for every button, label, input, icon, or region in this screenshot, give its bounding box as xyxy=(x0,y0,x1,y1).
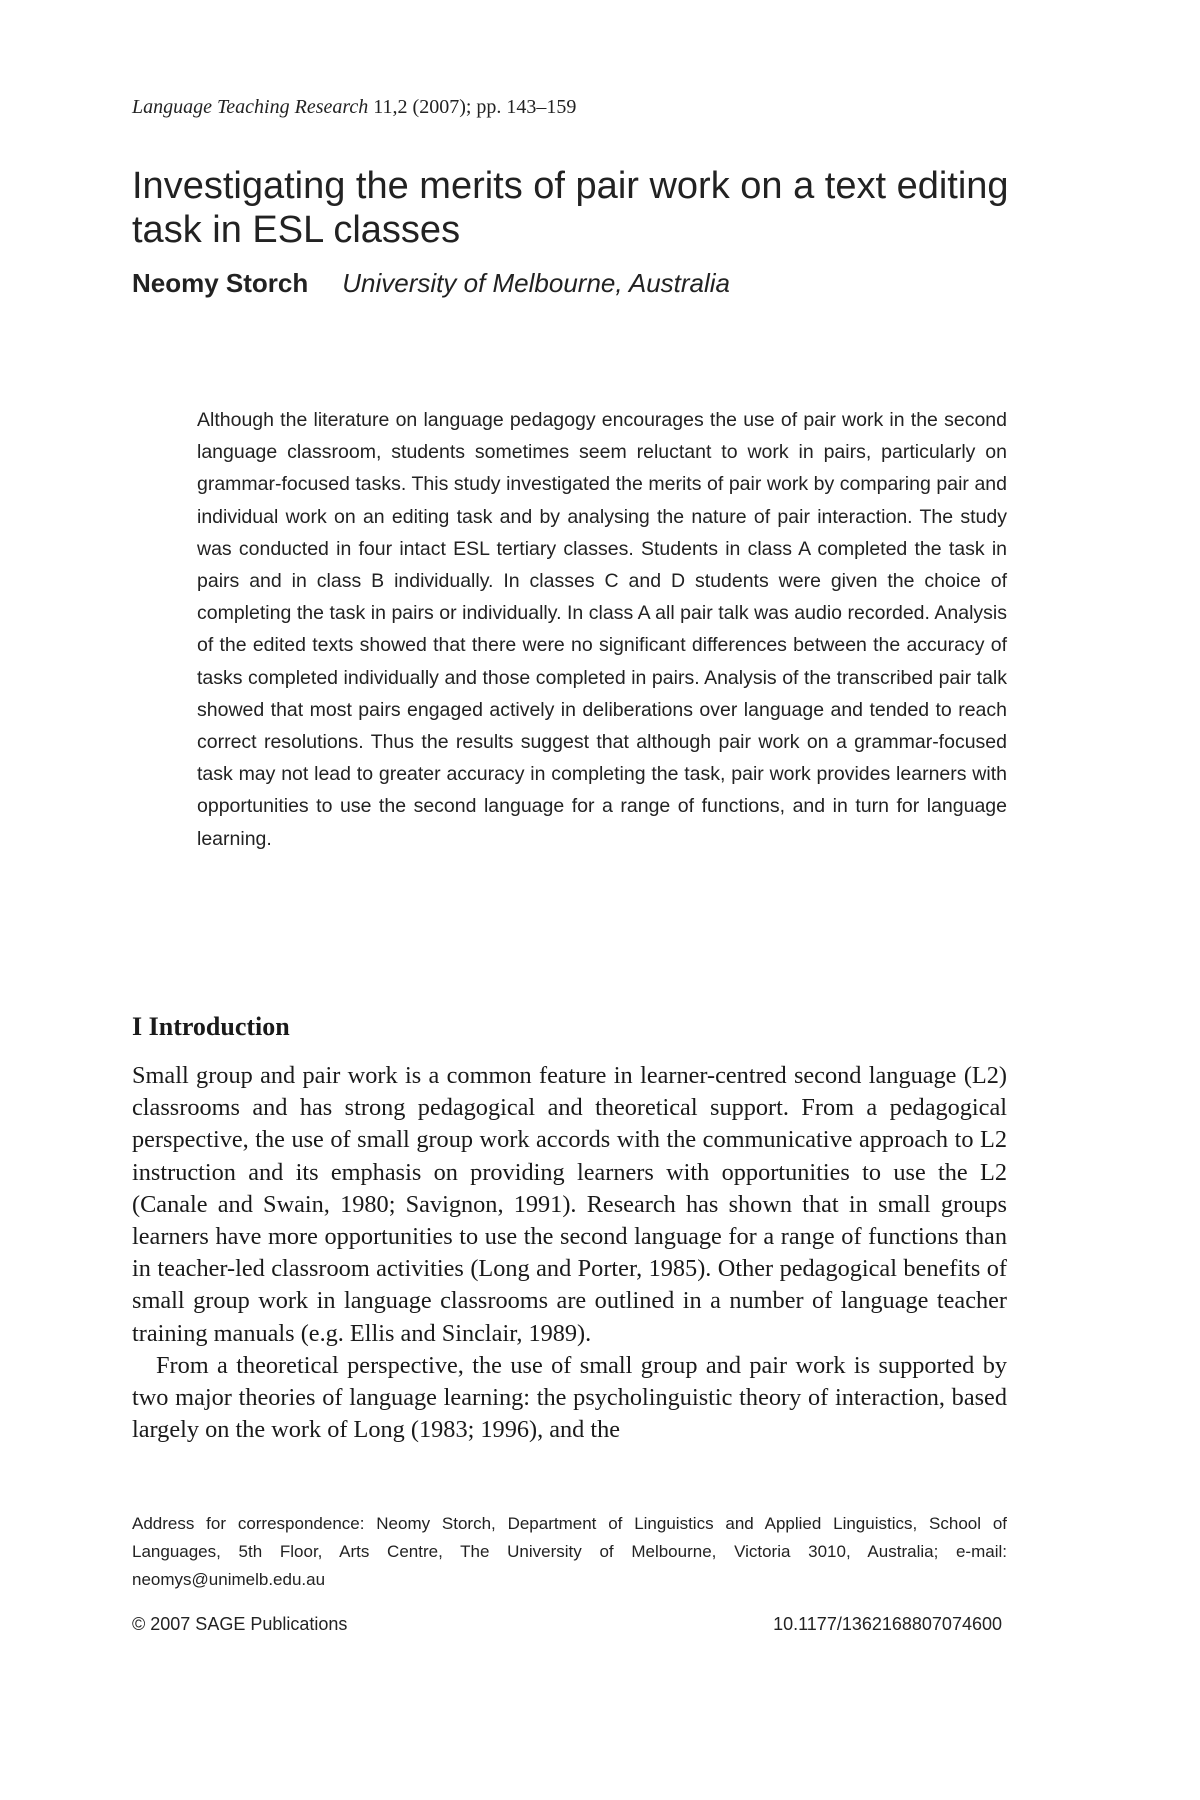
copyright-notice: © 2007 SAGE Publications xyxy=(132,1614,348,1634)
correspondence-address: Address for correspondence: Neomy Storch, Department of Linguistics and Applied Linguistics, School of Languages, 5th Floor, Arts Centre, The University of Melbourne, Victoria 3010, Australia; e-mail: neomys@unimelb.edu.au xyxy=(132,1514,1007,1589)
doi: 10.1177/1362168807074600 xyxy=(773,1614,1002,1634)
abstract: Although the literature on language pedagogy encourages the use of pair work in the second language classroom, students sometimes seem reluctant to work in pairs, particularly on grammar-focused tasks. This study investigated the merits of pair work by comparing pair and individual work on an editing task and by analysing the nature of pair interaction. The study was conducted in four intact ESL tertiary classes. Students in class A completed the task in pairs and in class B individually. In classes C and D students were given the choice of completing the task in pairs or individually. In class A all pair talk was audio recorded. Analysis of the edited texts showed that there were no significant differences between the accuracy of tasks completed individually and those completed in pairs. Analysis of the transcribed pair talk showed that most pairs engaged actively in deliberations over language and tended to reach correct resolutions. Thus the results suggest that although pair work on a grammar-focused task may not lead to greater accuracy in completing the task, pair work provides learners with opportunities to use the second language for a range of functions, and in turn for language learning. xyxy=(197,409,1007,850)
article-title: Investigating the merits of pair work on a text editing task in ESL classes xyxy=(132,165,1009,251)
section-heading-introduction: I Introduction xyxy=(132,1012,290,1041)
intro-paragraph-1: Small group and pair work is a common feature in learner-centred second language (L2) classrooms and has strong pedagogical and theoretical support. From a pedagogical perspective, the use of small group work accords with the communicative approach to L2 instruction and its emphasis on providing learners with opportunities to use the L2 (Canale and Swain, 1980; Savignon, 1991). Research has shown that in small groups learners have more opportunities to use the second language for a range of functions than in teacher-led classroom activities (Long and Porter, 1985). Other pedagogical benefits of small group work in language classrooms are outlined in a number of language teacher training manuals (e.g. Ellis and Sinclair, 1989). xyxy=(132,1062,1007,1347)
byline xyxy=(132,268,730,299)
author-name: Neomy Storch xyxy=(132,268,309,298)
volume-pages: 11,2 (2007); pp. 143–159 xyxy=(368,96,577,118)
author-affiliation: University of Melbourne, Australia xyxy=(342,268,731,298)
introduction-body xyxy=(132,1060,1007,1446)
journal-name: Language Teaching Research xyxy=(132,96,369,118)
intro-paragraph-2: From a theoretical perspective, the use of small group and pair work is supported by two major theories of language learning: the psycholinguistic theory of interaction, based largely on the work of Long (1983; 1996), and the xyxy=(132,1351,1007,1444)
journal-citation xyxy=(132,96,576,119)
